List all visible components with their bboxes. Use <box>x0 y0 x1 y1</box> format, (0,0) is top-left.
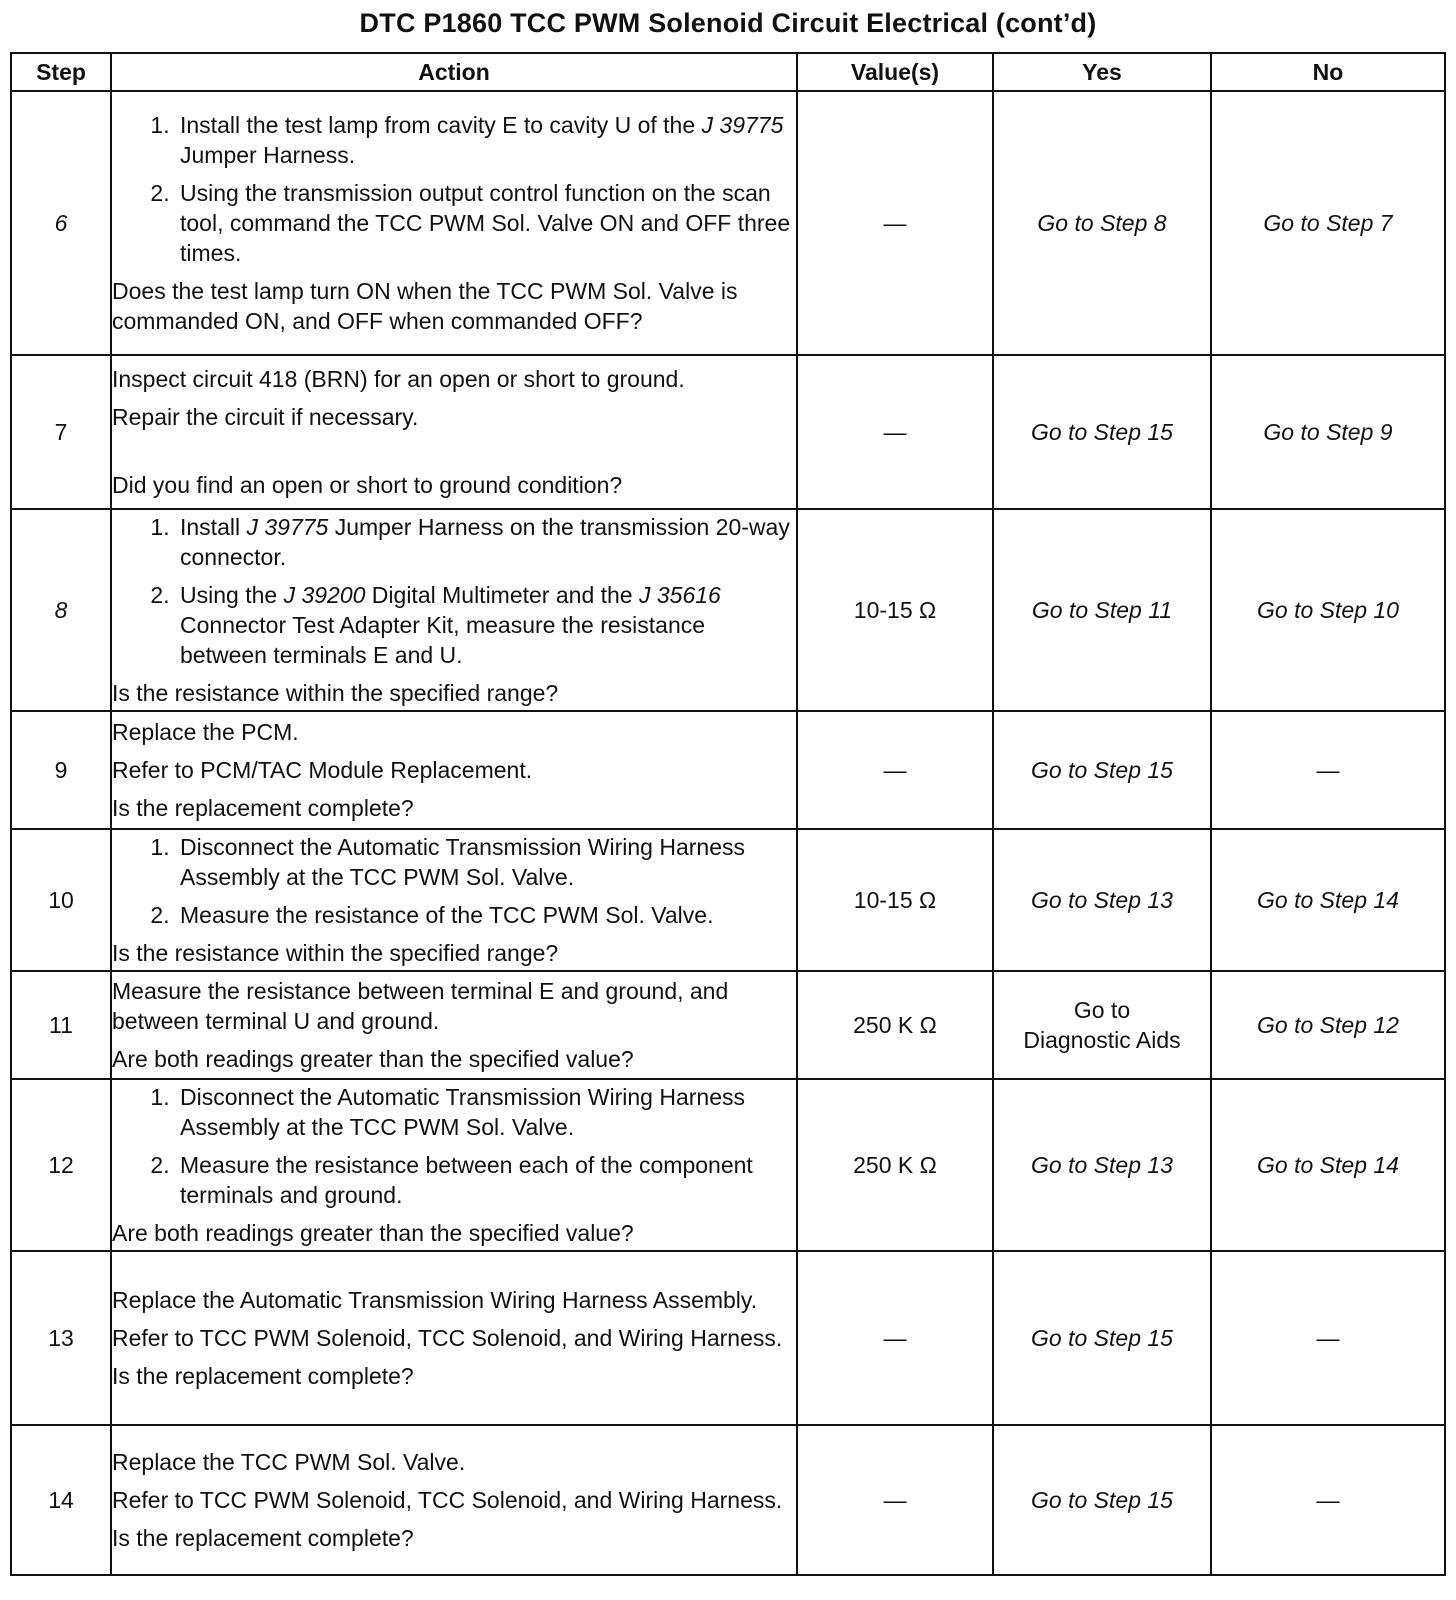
step-number: 12 <box>11 1079 111 1251</box>
step-number: 11 <box>11 971 111 1079</box>
action-question: Is the replacement complete? <box>112 1363 414 1389</box>
action-item: 1. Install J 39775 Jumper Harness on the transmission 20-way connector. <box>176 512 796 572</box>
header-yes: Yes <box>993 53 1211 91</box>
value-cell: 10-15 Ω <box>797 829 993 971</box>
step-number: 6 <box>11 91 111 355</box>
action-question: Are both readings greater than the specified value? <box>112 1046 634 1072</box>
action-steps <box>112 1082 796 1210</box>
step-number: 14 <box>11 1425 111 1575</box>
action-question: Does the test lamp turn ON when the TCC PWM Sol. Valve is commanded ON, and OFF when commanded OFF? <box>112 278 738 334</box>
value-cell: — <box>797 1425 993 1575</box>
table-row-step-13 <box>11 1251 1445 1425</box>
header-step: Step <box>11 53 111 91</box>
diagnostic-table <box>10 52 1446 1576</box>
step-number: 13 <box>11 1251 111 1425</box>
action-question: Is the resistance within the specified range? <box>112 680 559 706</box>
action-cell <box>111 1079 797 1251</box>
action-cell <box>111 91 797 355</box>
action-steps <box>112 832 796 930</box>
value-cell: — <box>797 1251 993 1425</box>
header-row <box>11 53 1445 91</box>
value-cell: — <box>797 91 993 355</box>
action-line: Measure the resistance between terminal E and ground, and between terminal U and ground. <box>112 978 729 1034</box>
table-row-step-10 <box>11 829 1445 971</box>
header-values: Value(s) <box>797 53 993 91</box>
action-item: 2. Using the transmission output control function on the scan tool, command the TCC PWM Sol. Valve ON and OFF three times. <box>176 178 796 268</box>
action-cell <box>111 355 797 509</box>
no-result: Go to Step 14 <box>1211 1079 1445 1251</box>
action-cell <box>111 829 797 971</box>
no-result: — <box>1211 1251 1445 1425</box>
yes-result: Go to Step 15 <box>993 355 1211 509</box>
action-question: Did you find an open or short to ground condition? <box>112 472 623 498</box>
action-item: 1. Disconnect the Automatic Transmission Wiring Harness Assembly at the TCC PWM Sol. Valve. <box>176 832 796 892</box>
value-cell: 250 K Ω <box>797 971 993 1079</box>
action-steps <box>112 512 796 670</box>
action-line: Repair the circuit if necessary. <box>112 404 419 430</box>
action-item: 2. Measure the resistance of the TCC PWM Sol. Valve. <box>176 900 796 930</box>
action-cell <box>111 1251 797 1425</box>
no-result: Go to Step 7 <box>1211 91 1445 355</box>
action-question: Are both readings greater than the specified value? <box>112 1220 634 1246</box>
step-number: 10 <box>11 829 111 971</box>
action-item: 2. Measure the resistance between each of the component terminals and ground. <box>176 1150 796 1210</box>
table-row-step-14 <box>11 1425 1445 1575</box>
yes-result: Go to Step 11 <box>993 509 1211 711</box>
yes-result: Go to Diagnostic Aids <box>993 971 1211 1079</box>
table-row-step-7 <box>11 355 1445 509</box>
value-cell: 10-15 Ω <box>797 509 993 711</box>
header-action: Action <box>111 53 797 91</box>
step-number: 9 <box>11 711 111 829</box>
action-item: 1. Install the test lamp from cavity E to cavity U of the J 39775 Jumper Harness. <box>176 110 796 170</box>
action-steps <box>112 110 796 268</box>
action-line: Inspect circuit 418 (BRN) for an open or short to ground. <box>112 366 685 392</box>
step-number: 8 <box>11 509 111 711</box>
action-line: Replace the Automatic Transmission Wiring Harness Assembly. <box>112 1287 758 1313</box>
yes-result: Go to Step 13 <box>993 829 1211 971</box>
action-line: Replace the TCC PWM Sol. Valve. <box>112 1449 466 1475</box>
table-row-step-12 <box>11 1079 1445 1251</box>
action-cell <box>111 509 797 711</box>
value-cell: — <box>797 711 993 829</box>
action-line: Refer to TCC PWM Solenoid, TCC Solenoid, and Wiring Harness. <box>112 1325 783 1351</box>
header-no: No <box>1211 53 1445 91</box>
action-question: Is the replacement complete? <box>112 795 414 821</box>
no-result: Go to Step 9 <box>1211 355 1445 509</box>
action-question: Is the resistance within the specified range? <box>112 940 559 966</box>
yes-result: Go to Step 15 <box>993 1425 1211 1575</box>
action-cell <box>111 971 797 1079</box>
value-cell: — <box>797 355 993 509</box>
yes-result: Go to Step 15 <box>993 711 1211 829</box>
table-row-step-6 <box>11 91 1445 355</box>
table-row-step-11 <box>11 971 1445 1079</box>
action-item: 1. Disconnect the Automatic Transmission Wiring Harness Assembly at the TCC PWM Sol. Valve. <box>176 1082 796 1142</box>
action-line: Replace the PCM. <box>112 719 299 745</box>
action-question: Is the replacement complete? <box>112 1525 414 1551</box>
page-title: DTC P1860 TCC PWM Solenoid Circuit Electrical (cont’d) <box>359 8 1097 38</box>
yes-result: Go to Step 8 <box>993 91 1211 355</box>
action-line: Refer to PCM/TAC Module Replacement. <box>112 757 533 783</box>
action-item: 2. Using the J 39200 Digital Multimeter and the J 35616 Connector Test Adapter Kit, measure the resistance between terminals E and U. <box>176 580 796 670</box>
no-result: — <box>1211 1425 1445 1575</box>
yes-result: Go to Step 15 <box>993 1251 1211 1425</box>
no-result: Go to Step 10 <box>1211 509 1445 711</box>
action-cell <box>111 711 797 829</box>
no-result: Go to Step 12 <box>1211 971 1445 1079</box>
action-line: Refer to TCC PWM Solenoid, TCC Solenoid, and Wiring Harness. <box>112 1487 783 1513</box>
value-cell: 250 K Ω <box>797 1079 993 1251</box>
table-row-step-8 <box>11 509 1445 711</box>
no-result: Go to Step 14 <box>1211 829 1445 971</box>
no-result: — <box>1211 711 1445 829</box>
yes-result: Go to Step 13 <box>993 1079 1211 1251</box>
action-cell <box>111 1425 797 1575</box>
step-number: 7 <box>11 355 111 509</box>
table-row-step-9 <box>11 711 1445 829</box>
